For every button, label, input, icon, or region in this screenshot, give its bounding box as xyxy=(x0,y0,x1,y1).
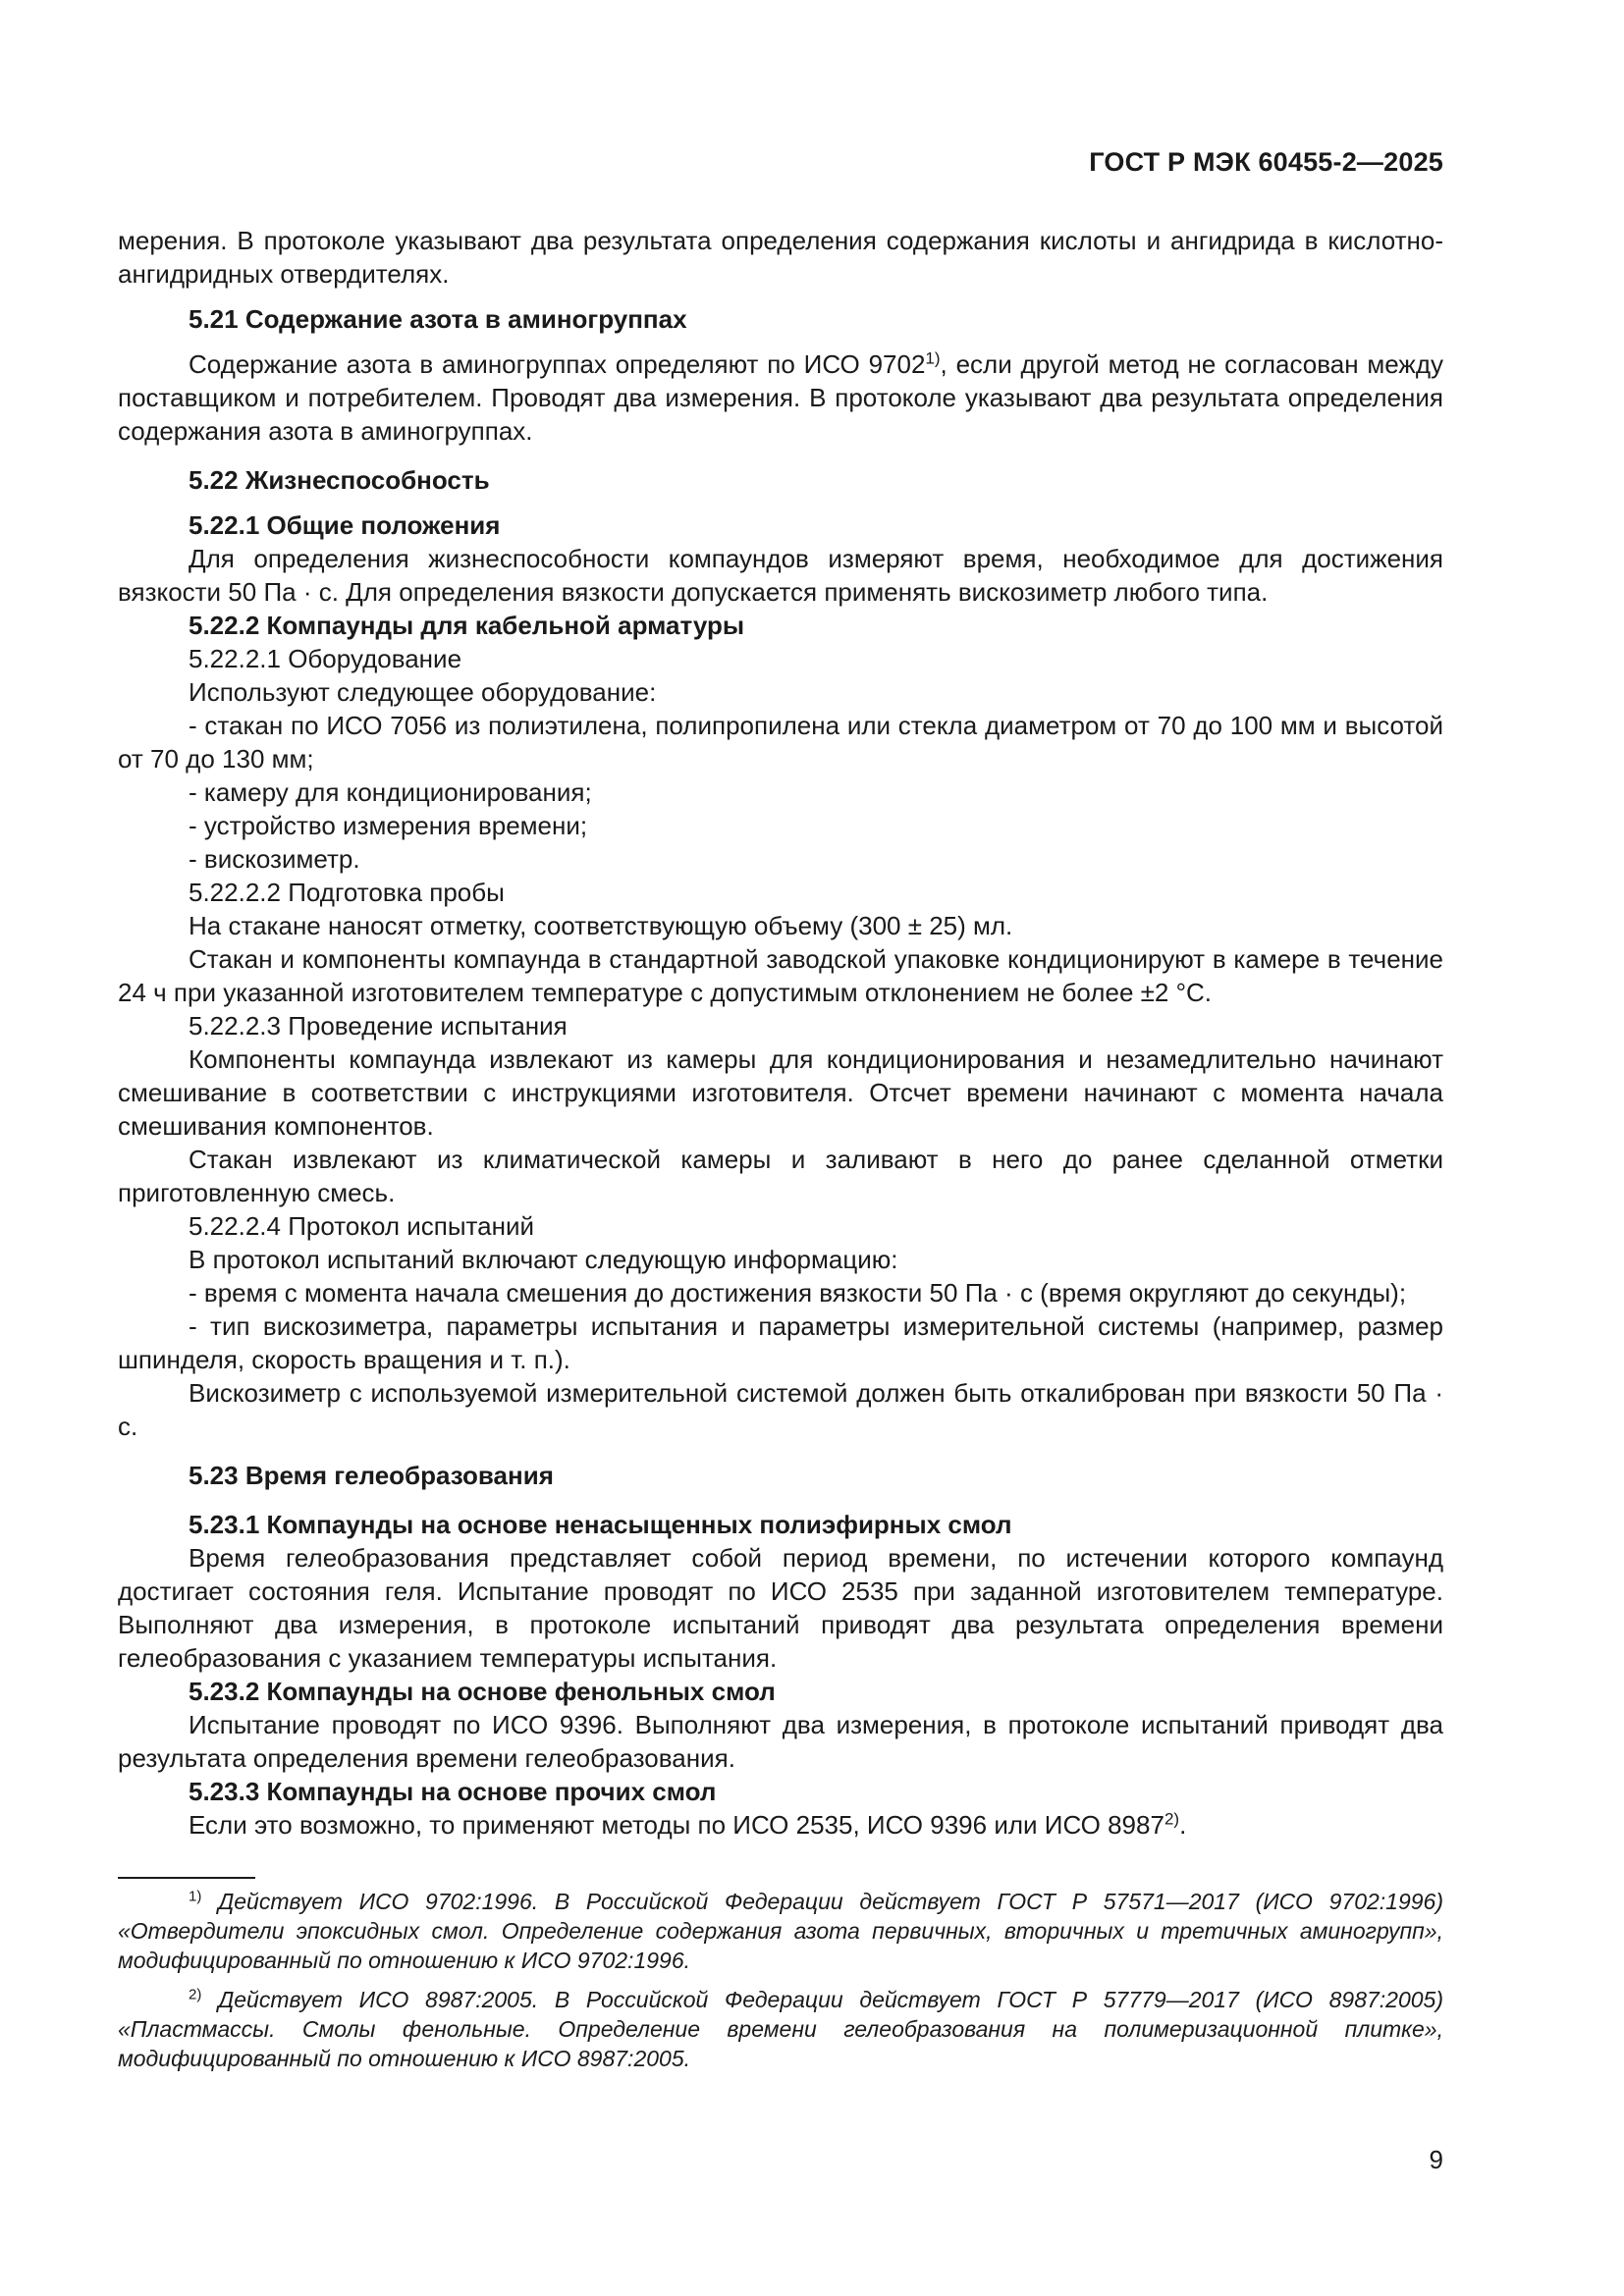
section-5-23-1-title: 5.23.1 Компаунды на основе ненасыщенных полиэфирных смол xyxy=(189,1510,1012,1539)
footnote-2: $^{2)}$ Действует ИСО 8987:2005. В Российской Федерации действует ГОСТ Р 57779—2017 (ИСО 8987:2005) «Пластмассы. Смолы фенольные. Определение времени гелеобразования на полимеризационной плитке», модифицированный по отношению к ИСО 8987:2005. xyxy=(118,1986,1444,2071)
section-5-23-1-text: Время гелеобразования представляет собой период времени, по истечении которого компаунд достигает состояния геля. Испытание проводят по ИСО 2535 при заданной изготовителем температуре. Выполняют два измерения, в протоколе испытаний приводят два результата определения времени гелеобразования с указанием температуры испытания. xyxy=(118,1543,1443,1673)
section-5-22-2-title: 5.22.2 Компаунды для кабельной арматуры xyxy=(189,611,745,640)
footnote-1: $^{1)}$ Действует ИСО 9702:1996. В Российской Федерации действует ГОСТ Р 57571—2017 (ИСО 9702:1996) «Отвердители эпоксидных смол. Определение содержания азота первичных, вторичных и третичных аминогрупп», модифицированный по отношению к ИСО 9702:1996. xyxy=(118,1888,1444,1973)
test-procedure-paragraph: Стакан извлекают из климатической камеры и заливают в него до ранее сделанной отметки приготовленную смесь. xyxy=(118,1145,1443,1207)
section-5-23-2-text: Испытание проводят по ИСО 9396. Выполняют два измерения, в протоколе испытаний приводят два результата определения времени гелеобразования. xyxy=(118,1710,1443,1773)
footnote-mark: 1) xyxy=(189,1888,202,1905)
report-intro: В протокол испытаний включают следующую информацию: xyxy=(189,1245,898,1274)
footnote-ref-2[interactable]: 2) xyxy=(1164,1809,1180,1829)
section-5-22-2-4-title: 5.22.2.4 Протокол испытаний xyxy=(189,1211,535,1241)
test-procedure-paragraph: Компоненты компаунда извлекают из камеры для кондиционирования и незамедлительно начинают смешивание в соответствии с инструкциями изготовителя. Отсчет времени начинают с момента начала смешивания компонентов. xyxy=(118,1044,1443,1141)
section-5-22-1-title: 5.22.1 Общие положения xyxy=(189,510,501,540)
section-5-23-3-title: 5.23.3 Компаунды на основе прочих смол xyxy=(189,1777,717,1806)
footnote-ref-1[interactable]: 1) xyxy=(925,348,941,368)
intro-paragraph: мерения. В протоколе указывают два результата определения содержания кислоты и ангидрида в кислотно-ангидридных отвердителях. xyxy=(118,226,1443,289)
section-5-22-1-text: Для определения жизнеспособности компаундов измеряют время, необходимое для достижения вязкости 50 Па · с. Для определения вязкости допускается применять вискозиметр любого типа. xyxy=(118,544,1443,607)
section-5-22-2-3-title: 5.22.2.3 Проведение испытания xyxy=(189,1011,568,1041)
section-5-22-2-2-title: 5.22.2.2 Подготовка пробы xyxy=(189,878,505,907)
section-5-21-text: Содержание азота в аминогруппах определяют по ИСО 9702$^{1)}$, если другой метод не согласован между поставщиком и потребителем. Проводят два измерения. В протоколе указывают два результата определения содержания азота в аминогруппах. xyxy=(118,348,1443,446)
sample-prep-paragraph: На стакане наносят отметку, соответствующую объему (300 ± 25) мл. xyxy=(189,911,1013,940)
document-id-header: ГОСТ Р МЭК 60455-2—2025 xyxy=(1089,147,1443,177)
section-5-23-3-text: Если это возможно, то применяют методы по ИСО 2535, ИСО 9396 или ИСО 8987$^{2)}$. xyxy=(189,1809,1187,1840)
section-5-21-title: 5.21 Содержание азота в аминогруппах xyxy=(189,304,687,334)
equipment-item: - устройство измерения времени; xyxy=(189,811,588,840)
section-5-23-title: 5.23 Время гелеобразования xyxy=(189,1461,554,1490)
page-number: 9 xyxy=(1429,2145,1443,2174)
equipment-item: - стакан по ИСО 7056 из полиэтилена, полипропилена или стекла диаметром от 70 до 100 мм и высотой от 70 до 130 мм; xyxy=(118,711,1443,774)
report-item: - тип вискозиметра, параметры испытания и параметры измерительной системы (например, размер шпинделя, скорость вращения и т. п.). xyxy=(118,1311,1443,1374)
sample-prep-paragraph: Стакан и компоненты компаунда в стандартной заводской упаковке кондиционируют в камере в течение 24 ч при указанной изготовителем температуре с допустимым отклонением не более ±2 °С. xyxy=(118,944,1443,1007)
equipment-intro: Используют следующее оборудование: xyxy=(189,677,657,707)
equipment-item: - камеру для кондиционирования; xyxy=(189,777,592,807)
footnote-divider xyxy=(118,1877,255,1879)
document-body xyxy=(118,224,1443,1842)
section-5-22-2-1-title: 5.22.2.1 Оборудование xyxy=(189,644,462,673)
footnote-mark: 2) xyxy=(189,1986,202,2003)
section-5-23-2-title: 5.23.2 Компаунды на основе фенольных смол xyxy=(189,1677,776,1706)
section-5-22-title: 5.22 Жизнеспособность xyxy=(189,465,490,495)
footnotes xyxy=(118,1887,1443,2073)
report-item: - время с момента начала смешения до достижения вязкости 50 Па · с (время округляют до секунды); xyxy=(189,1278,1407,1308)
equipment-item: - вискозиметр. xyxy=(189,844,360,874)
viscometer-note: Вискозиметр с используемой измерительной системой должен быть откалиброван при вязкости 50 Па · с. xyxy=(118,1378,1443,1441)
